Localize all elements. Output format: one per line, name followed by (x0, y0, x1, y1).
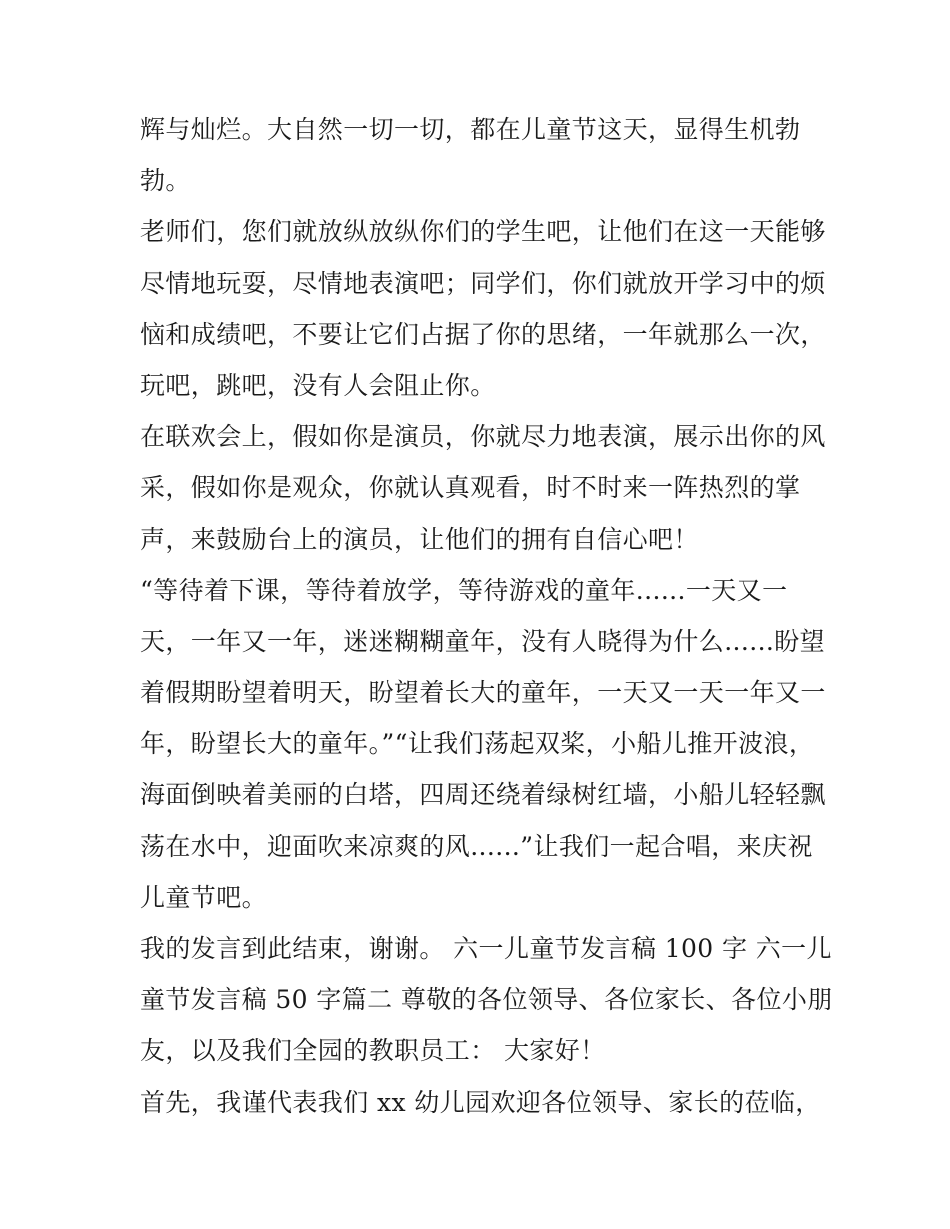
text-line: 童节发言稿 50 字篇二 尊敬的各位领导、各位家长、各位小朋 (140, 985, 833, 1015)
text-line: 老师们，您们就放纵放纵你们的学生吧，让他们在这一天能够 (140, 217, 826, 247)
text-line: 采，假如你是观众，你就认真观看，时不时来一阵热烈的掌 (140, 473, 801, 503)
text-line: 天，一年又一年，迷迷糊糊童年，没有人晓得为什么......盼望 (140, 626, 826, 656)
text-line: 荡在水中，迎面吹来凉爽的风......”让我们一起合唱，来庆祝 (140, 831, 813, 861)
text-line: 玩吧，跳吧，没有人会阻止你。 (140, 370, 496, 400)
text-line: “等待着下课，等待着放学，等待游戏的童年......一天又一 (140, 575, 788, 605)
text-line: 着假期盼望着明天，盼望着长大的童年，一天又一天一年又一 (140, 678, 826, 708)
text-line: 海面倒映着美丽的白塔，四周还绕着绿树红墙，小船儿轻轻飘 (140, 780, 826, 810)
text-line: 我的发言到此结束，谢谢。 六一儿童节发言稿 100 字 六一儿 (140, 934, 832, 963)
body-text (140, 104, 840, 1128)
text-line: 友，以及我们全园的教职员工： 大家好！ (140, 1036, 606, 1066)
text-line: 声，来鼓励台上的演员，让他们的拥有自信心吧！ (140, 524, 699, 554)
text-line: 尽情地玩耍，尽情地表演吧；同学们，你们就放开学习中的烦 (140, 268, 826, 298)
text-line: 首先，我谨代表我们 xx 幼儿园欢迎各位领导、家长的莅临， (140, 1087, 821, 1117)
text-line: 辉与灿烂。大自然一切一切，都在儿童节这天，显得生机勃 (140, 115, 801, 144)
text-line: 恼和成绩吧，不要让它们占据了你的思绪，一年就那么一次， (140, 319, 826, 349)
text-line: 年，盼望长大的童年。”“让我们荡起双桨，小船儿推开波浪， (140, 729, 815, 759)
text-line: 儿童节吧。 (140, 882, 268, 912)
text-line: 在联欢会上，假如你是演员，你就尽力地表演，展示出你的风 (140, 422, 826, 452)
text-line: 勃。 (140, 166, 191, 196)
